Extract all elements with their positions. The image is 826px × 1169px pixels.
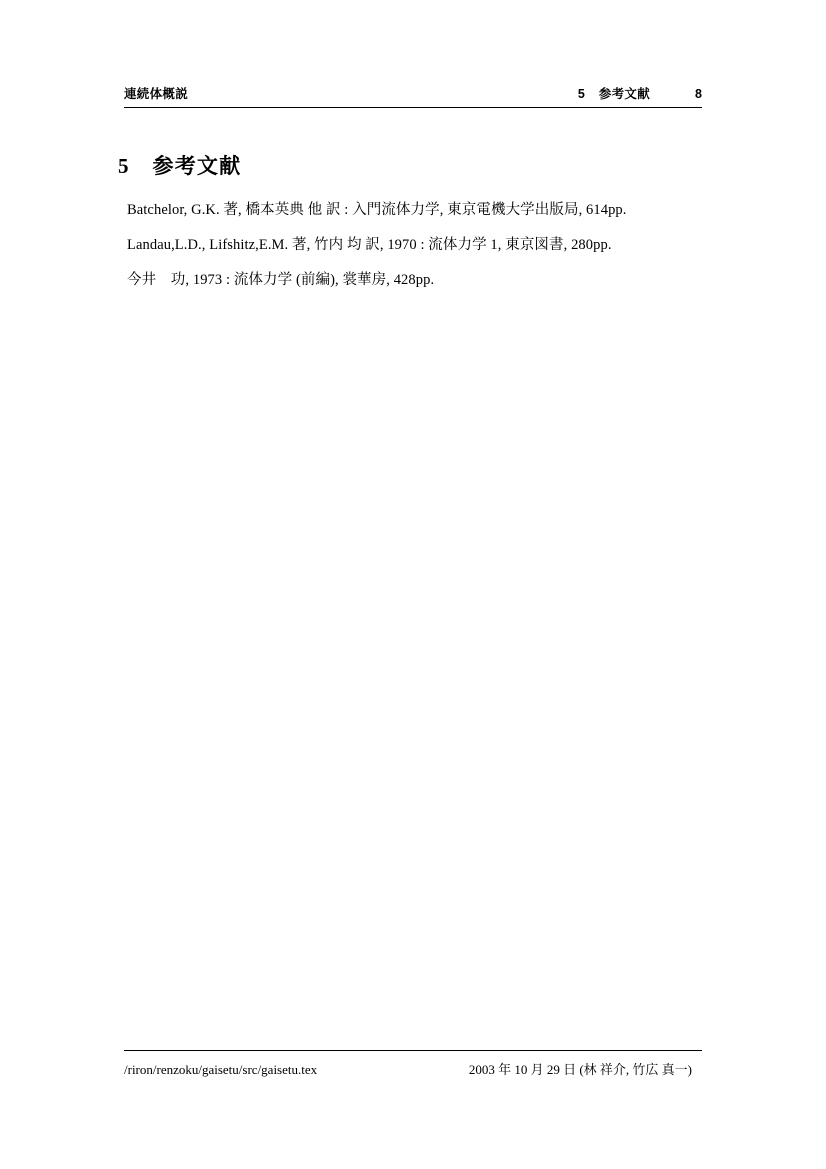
header-page-number: 8	[695, 87, 702, 101]
header-section-title: 参考文献	[598, 87, 650, 101]
section-number: 5	[118, 154, 129, 179]
footer-date-authors: 2003 年 10 月 29 日 (林 祥介, 竹広 真一)	[468, 1062, 692, 1077]
header-section-info	[578, 84, 702, 102]
list-item: Batchelor, G.K. 著, 橋本英典 他 訳 : 入門流体力学, 東京電機大学出版局, 614pp.	[127, 202, 627, 218]
list-item: Landau,L.D., Lifshitz,E.M. 著, 竹内 均 訳, 1970 : 流体力学 1, 東京図書, 280pp.	[127, 237, 612, 253]
running-header	[124, 84, 702, 108]
header-section-number: 5	[577, 87, 585, 101]
reference-list	[127, 193, 707, 298]
header-document-title: 連続体概説	[124, 87, 189, 101]
page-title	[118, 150, 241, 180]
list-item: 今井 功, 1973 : 流体力学 (前編), 裳華房, 428pp.	[127, 272, 435, 288]
section-title-text: 参考文献	[152, 155, 242, 179]
page-footer	[124, 1050, 702, 1078]
footer-file-path: /riron/renzoku/gaisetu/src/gaisetu.tex	[124, 1062, 318, 1077]
